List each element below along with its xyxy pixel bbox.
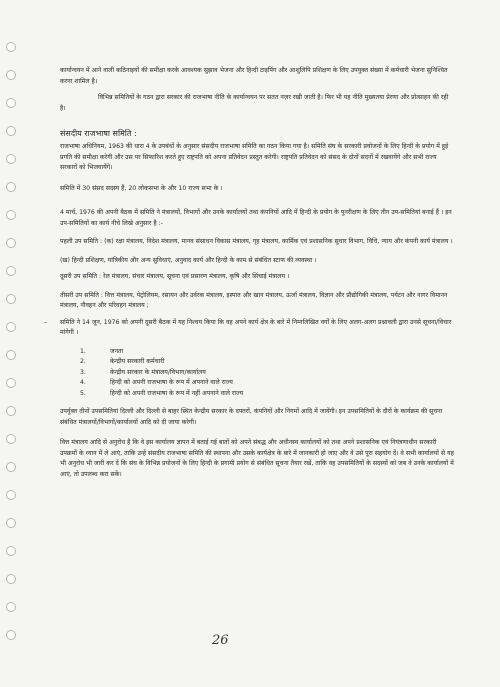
paragraph-act: राजभाषा अधिनियम, 1963 की धारा 4 के उपबंधों के अनुसार संसदीय राजभाषा समिति का गठन किया गया है। समिति संघ के सरकारी प्रयोजनों के लिए हिन्दी के प्रयोग में हुई प्रगति की समीक्षा करेगी और उस पर सिफारिश करते हुए राष्ट्रपति को अपना प्रतिवेदन प्रस्तुत करेगी। राष्ट्रपति प्रतिवेदन को संसद के दोनों सदनों में रखवायेंगे और सभी राज्य सरकारों को भिजवायेंगे। <box>60 143 449 171</box>
page-number: 26 <box>212 633 229 648</box>
margin-dash: – <box>44 318 48 326</box>
paragraph-june-text: समिति ने 14 जून, 1976 को अपनी दूसरी बैठक में यह निश्चय किया कि वह अपने कार्य क्षेत्र के बारे में निम्नलिखित वर्गों के लिए अलग-अलग प्रश्नावली द्वारा उनसे सूचना/विचार मांगेगी । <box>60 318 452 336</box>
paragraph-finance-request: वित्त मंत्रालय आदि से अनुरोध है कि वे इस कार्यालय ज्ञापन में बताई गई बातों को अपने संबद्ध और अधीनस्थ कार्यालयों को तथा अपने प्रशासनिक एवं नियंत्रणाधीन सरकारी उपक्रमों के ध्यान में ले आएं, ताकि उन्हें संसदीय राजभाषा समिति की स्थापना और उसके कार्यक्षेत्र के बारे में जानकारी हो जाए और वे उसे पूरा सहयोग दें। वे सभी कार्यालयों से यह भी अनुरोध भी जारी कर दें कि संघ के विभिन्न प्रयोजनों के लिए हिन्दी के प्रगामी प्रयोग से संबंधित सूचना तैयार रखें, ताकि वह उपसमितियों के सदस्यों को जब वे उनके कार्यालयों में आएं, तो उपलब्ध करा सकें। <box>60 439 454 478</box>
paragraph-visits: उपर्युक्त तीनों उपसमितियां दिल्ली और दिल्ली से बाहर स्थित केन्द्रीय सरकार के दफ्तरों, कंपनियों और निगमों आदि में जायेंगी। इन उपसमितियों के दौरों के कार्यक्रम की सूचना संबंधित मंत्रालयों/विभागों/कार्यालयों आदि को दी जाया करेगी। <box>60 408 443 426</box>
paragraph-third-subcommittee: तीसरी उप समिति : वित्त मंत्रालय, पेट्रोलियम, रसायन और उर्वरक मंत्रालय, इस्पात और खान मंत्रालय, ऊर्जा मंत्रालय, विज्ञान और प्रौद्योगिकी मंत्रालय, पर्यटन और नागर विमानन मंत्रालय, नौवहन और परिवहन मंत्रालय ; <box>60 291 448 309</box>
list-item: 4. हिन्दी को अपनी राजभाषा के रूप में अपनाने वाले राज्य <box>80 379 233 386</box>
list-item: 1. जनता <box>80 347 124 355</box>
list-item: 3. केन्द्रीय सरकार के मंत्रालय/विभाग/कार्यालय <box>80 368 206 376</box>
paragraph-first-subcommittee-b: (ख) हिन्दी प्रशिक्षण, यांत्रिकीय और अन्य सुविधाएं, अनुवाद कार्य और हिन्दी के काम से संबंधित स्टाफ की व्यवस्था । <box>60 256 317 264</box>
document-body <box>44 66 455 480</box>
section-heading: संसदीय राजभाषा समिति : <box>60 129 137 138</box>
list-item: 5. हिन्दी को अपनी राजभाषा के रूप में नहीं अपनाने वाले राज्य <box>80 389 244 397</box>
paragraph-1976-meeting: 4 मार्च, 1976 की अपनी बैठक में समिति ने मंत्रालयों, विभागों और उनके कार्यालयों तथा कंपनियों आदि में हिन्दी के प्रयोग के पुनरीक्षण के लिए तीन उप-समितियां बनाई हैं । इन उप-समितियों का कार्य नीचे लिखे अनुसार है :- <box>60 209 452 227</box>
paragraph-second-subcommittee: दूसरी उप समिति : रेल मंत्रालय, संचार मंत्रालय, सूचना एवं प्रसारण मंत्रालय, कृषि और सिंचाई मंत्रालय । <box>60 273 290 280</box>
paragraph-june-meeting <box>44 318 455 339</box>
questionnaire-groups-list <box>60 347 455 400</box>
paragraph-members: समिति में 30 संसद सदस्य हैं, 20 लोकसभा के और 10 राज्य सभा के । <box>60 184 223 192</box>
punch-holes <box>0 0 22 687</box>
paragraph-intro: कार्यान्वयन में आने वाली कठिनाइयों की समीक्षा करके आवश्यक सुझाव भेजना और हिन्दी टाइपिंग और आशुलिपि प्रशिक्षण के लिए उपयुक्त संख्या में कर्मचारी भेजना सुनिश्चित करना शामिल है। <box>60 67 448 85</box>
list-item: 2. केन्द्रीय सरकारी कर्मचारी <box>80 358 165 365</box>
paragraph-first-subcommittee: पहली उप समिति : (क) रक्षा मंत्रालय, विदेश मंत्रालय, मानव संसाधन विकास मंत्रालय, गृह मंत्रालय, कार्मिक एवं प्रशासनिक सुधार विभाग, विधि, न्याय और कंपनी कार्य मंत्रालय । <box>60 238 453 245</box>
paragraph-committees: विभिन्न समितियों के गठन द्वारा सरकार की राजभाषा नीति के कार्यान्वयन पर सतत नज़र रखी जाती है। फिर भी यह नीति मुख्यतया प्रेरणा और प्रोत्साहन की रही है। <box>60 94 449 112</box>
